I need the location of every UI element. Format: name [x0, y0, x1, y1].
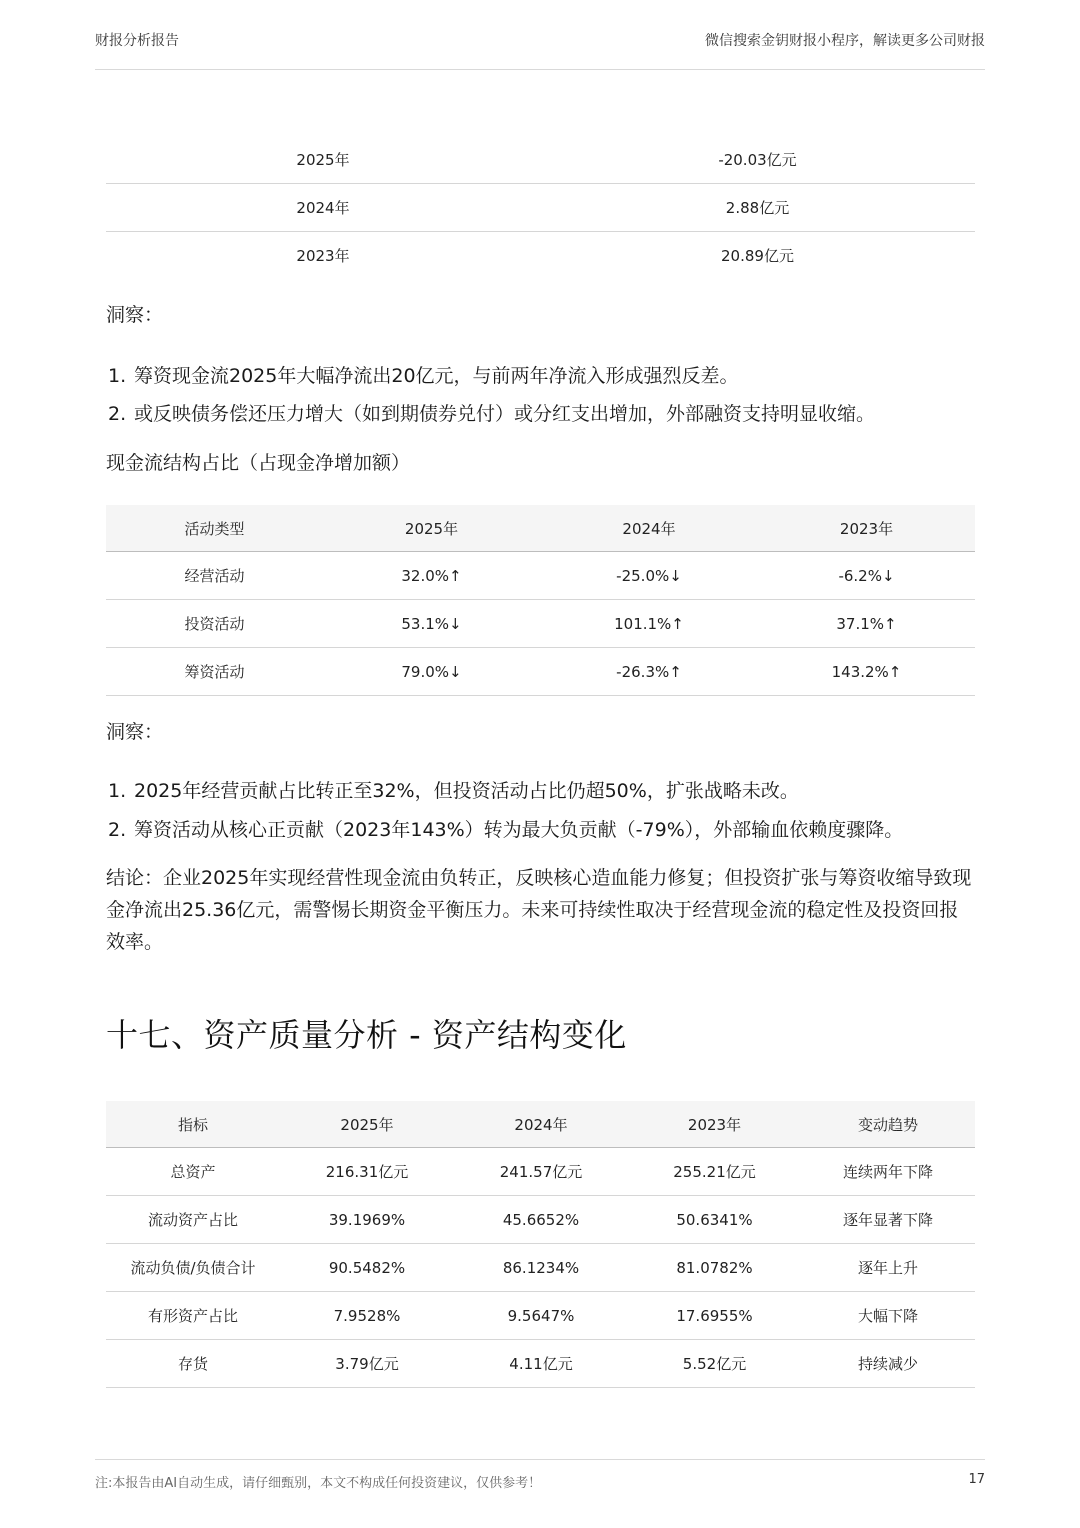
table-header-row [106, 505, 975, 552]
conclusion-paragraph: 结论：企业2025年实现经营性现金流由负转正，反映核心造血能力修复；但投资扩张与筹资收缩导致现金净流出25.36亿元，需警惕长期资金平衡压力。未来可持续性取决于经营现金流的稳定性及投资回报效率。 [106, 867, 972, 953]
list-item [108, 776, 976, 803]
section-title: 十七、资产质量分析 - 资产结构变化 [106, 1016, 627, 1054]
list-number: 2. [108, 403, 127, 425]
table-cell: -6.2%↓ [758, 552, 975, 600]
header-report-title: 财报分析报告 [95, 33, 179, 49]
table-cell: 255.21亿元 [628, 1148, 801, 1196]
table-cell: 经营活动 [106, 552, 323, 600]
header-promo-text: 微信搜索金钥财报小程序，解读更多公司财报 [705, 33, 985, 49]
insight-label: 洞察： [106, 721, 164, 743]
table-cell: 投资活动 [106, 600, 323, 648]
insight-label: 洞察： [106, 304, 164, 326]
column-header: 2025年 [280, 1101, 454, 1148]
table-cell: 50.6341% [628, 1196, 801, 1244]
table-cell: 32.0%↑ [323, 552, 540, 600]
table-row [106, 1292, 975, 1340]
table-row [106, 552, 975, 600]
table-cell: 9.5647% [454, 1292, 628, 1340]
table-cell: 存货 [106, 1340, 280, 1388]
list-item [108, 399, 976, 426]
list-number: 2. [108, 819, 127, 841]
column-header: 活动类型 [106, 505, 323, 552]
list-item [108, 815, 976, 842]
table-row [106, 600, 975, 648]
column-header: 2023年 [758, 505, 975, 552]
table-cell: 17.6955% [628, 1292, 801, 1340]
table-cell: -26.3%↑ [540, 648, 758, 696]
table-cell: 2.88亿元 [540, 184, 975, 232]
table-cell: 39.1969% [280, 1196, 454, 1244]
page-number: 17 [968, 1472, 985, 1487]
asset-structure-table [106, 1101, 975, 1388]
table-cell: 216.31亿元 [280, 1148, 454, 1196]
disclaimer-note: 注:本报告由AI自动生成，请仔细甄别，本文不构成任何投资建议，仅供参考！ [95, 1476, 542, 1491]
column-header: 2025年 [323, 505, 540, 552]
table-row [106, 136, 975, 184]
table-cell: 持续减少 [801, 1340, 975, 1388]
list-item [108, 361, 976, 388]
structure-table-caption: 现金流结构占比（占现金净增加额） [106, 452, 411, 474]
table-cell: 2025年 [106, 136, 540, 184]
table-row [106, 648, 975, 696]
table-cell: 连续两年下降 [801, 1148, 975, 1196]
table-row [106, 184, 975, 232]
table-cell: 101.1%↑ [540, 600, 758, 648]
list-text: 2025年经营贡献占比转正至32%，但投资活动占比仍超50%，扩张战略未改。 [134, 780, 799, 802]
table-cell: 241.57亿元 [454, 1148, 628, 1196]
table-row [106, 232, 975, 280]
table-cell: 2023年 [296, 247, 350, 265]
page-header [95, 0, 985, 70]
table-cell: -25.0%↓ [540, 552, 758, 600]
column-header: 2024年 [454, 1101, 628, 1148]
cashflow-structure-table [106, 505, 975, 696]
table-cell: 流动负债/负债合计 [106, 1244, 280, 1292]
table-cell: 37.1%↑ [758, 600, 975, 648]
table-cell: 81.0782% [628, 1244, 801, 1292]
table-row [106, 1244, 975, 1292]
table-row [106, 1340, 975, 1388]
table-cell: 5.52亿元 [628, 1340, 801, 1388]
column-header: 2024年 [540, 505, 758, 552]
page-footer [95, 1459, 985, 1500]
table-header-row [106, 1101, 975, 1148]
table-cell: 总资产 [106, 1148, 280, 1196]
table-cell: 逐年显著下降 [801, 1196, 975, 1244]
table-cell: -20.03亿元 [540, 136, 975, 184]
table-cell: 53.1%↓ [323, 600, 540, 648]
list-text: 筹资现金流2025年大幅净流出20亿元，与前两年净流入形成强烈反差。 [134, 365, 739, 387]
table-cell: 7.9528% [280, 1292, 454, 1340]
table-cell: 90.5482% [280, 1244, 454, 1292]
table-cell: 大幅下降 [801, 1292, 975, 1340]
list-number: 1. [108, 365, 127, 387]
table-cell: 143.2%↑ [758, 648, 975, 696]
table-cell: 86.1234% [454, 1244, 628, 1292]
list-number: 1. [108, 780, 127, 802]
column-header: 变动趋势 [801, 1101, 975, 1148]
table-cell: 4.11亿元 [454, 1340, 628, 1388]
column-header: 指标 [106, 1101, 280, 1148]
table-cell: 筹资活动 [106, 648, 323, 696]
table-cell: 45.6652% [454, 1196, 628, 1244]
column-header: 2023年 [628, 1101, 801, 1148]
table-cell: 有形资产占比 [106, 1292, 280, 1340]
table-cell: 20.89亿元 [721, 247, 794, 265]
table-cell: 流动资产占比 [106, 1196, 280, 1244]
financing-cashflow-table [106, 136, 975, 279]
table-cell: 逐年上升 [801, 1244, 975, 1292]
table-cell: 79.0%↓ [323, 648, 540, 696]
table-cell: 3.79亿元 [280, 1340, 454, 1388]
table-row [106, 1196, 975, 1244]
list-text: 或反映债务偿还压力增大（如到期债券兑付）或分红支出增加，外部融资支持明显收缩。 [134, 403, 876, 425]
table-row [106, 1148, 975, 1196]
table-cell: 2024年 [106, 184, 540, 232]
list-text: 筹资活动从核心正贡献（2023年143%）转为最大负贡献（-79%），外部输血依赖度骤降。 [134, 819, 904, 841]
